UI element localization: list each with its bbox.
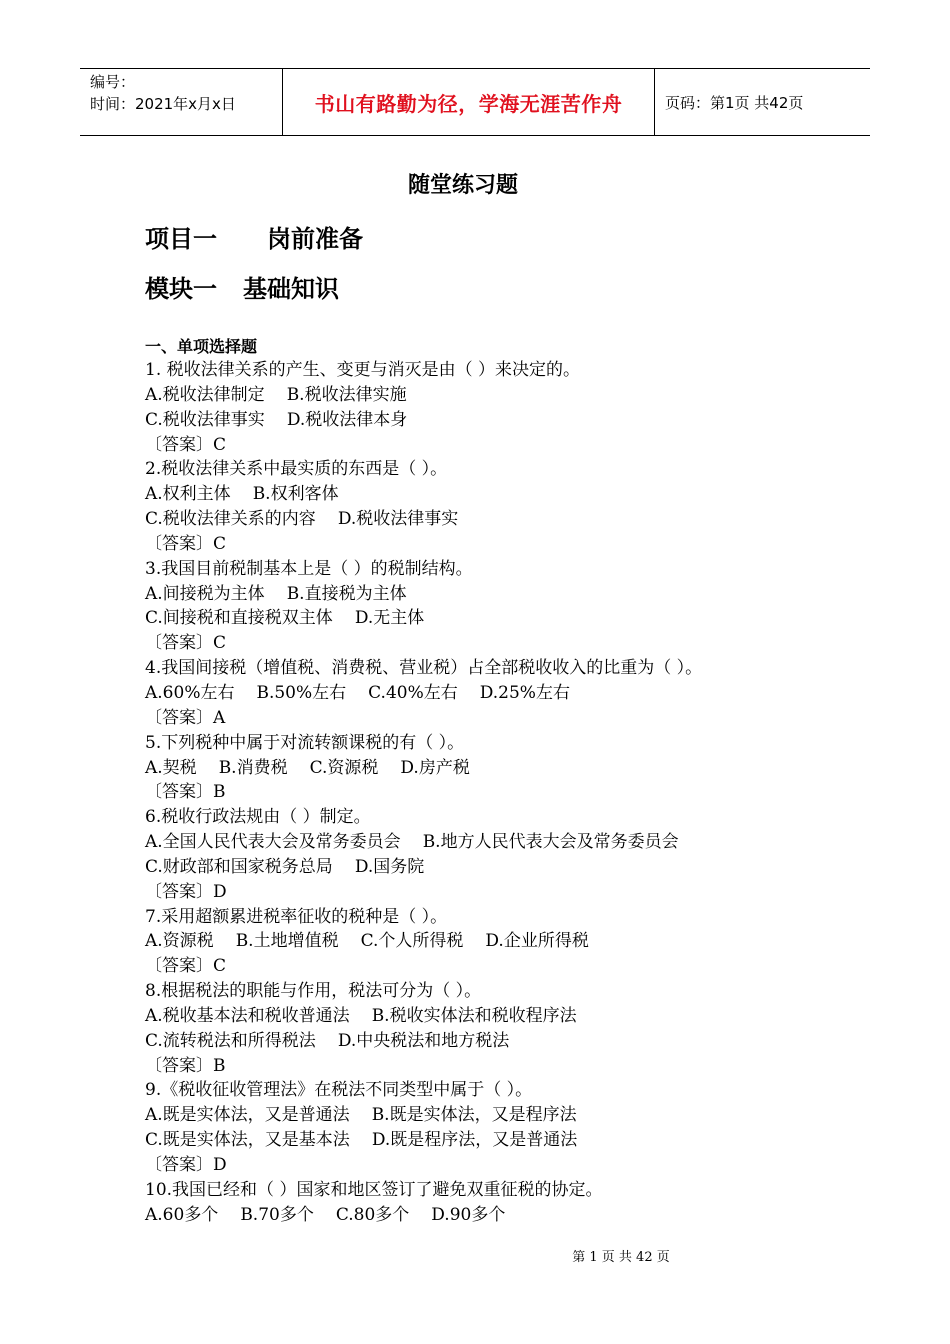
question-text: 2.税收法律关系中最实质的东西是（ ）。 [145, 459, 448, 480]
question-text: 9.《税收征收管理法》在税法不同类型中属于（ ）。 [145, 1080, 533, 1101]
project-heading [145, 219, 363, 254]
option: A.税收基本法和税收普通法 [145, 1005, 350, 1026]
header-meta [80, 69, 282, 135]
option: D.房产税 [400, 757, 470, 778]
option-row [145, 408, 865, 433]
option: A.60%左右 [145, 682, 235, 703]
option: D.中央税法和地方税法 [337, 1030, 510, 1051]
option: A.权利主体 [145, 484, 231, 505]
question-item [145, 1078, 865, 1177]
option: B.税收法律实施 [286, 384, 407, 405]
option-row [145, 756, 865, 781]
option: A.60多个 [145, 1204, 219, 1225]
module-label: 模块一 [145, 275, 217, 303]
question-item [145, 656, 865, 731]
option: C.个人所得税 [360, 931, 464, 952]
option: A.税收法律制定 [145, 384, 265, 405]
option-row [145, 855, 865, 880]
project-name: 岗前准备 [267, 225, 363, 253]
question-list [145, 358, 865, 1228]
option: D.国务院 [354, 856, 425, 877]
option: C.间接税和直接税双主体 [145, 608, 333, 629]
answer: 〔答案〕C [145, 633, 227, 654]
answer: 〔答案〕A [145, 707, 226, 728]
section-heading: 一、单项选择题 [145, 337, 258, 356]
option: A.契税 [145, 757, 197, 778]
option: B.70多个 [240, 1204, 314, 1225]
option: C.既是实体法，又是基本法 [145, 1130, 350, 1151]
option: C.80多个 [335, 1204, 410, 1225]
document-time: 时间：2021年x月x日 [90, 95, 236, 113]
question-text: 1. 税收法律关系的产生、变更与消灭是由（ ）来决定的。 [145, 360, 581, 380]
option-row [145, 1004, 865, 1029]
option: A.既是实体法，又是普通法 [145, 1105, 350, 1126]
question-item [145, 731, 865, 806]
option-row [145, 507, 865, 532]
option: C.财政部和国家税务总局 [145, 856, 333, 877]
option: C.流转税法和所得税法 [145, 1030, 316, 1051]
question-text: 3.我国目前税制基本上是（ ）的税制结构。 [145, 558, 473, 579]
question-text: 4.我国间接税（增值税、消费税、营业税）占全部税收收入的比重为（ ）。 [145, 658, 703, 679]
option: C.税收法律事实 [145, 409, 265, 430]
option: D.税收法律事实 [337, 509, 459, 530]
option: B.地方人民代表大会及常务委员会 [422, 832, 679, 853]
answer: 〔答案〕D [145, 881, 227, 902]
option: C.税收法律关系的内容 [145, 509, 316, 530]
question-item [145, 358, 865, 457]
document-title: 随堂练习题 [407, 173, 518, 198]
header-page-info: 页码：第1页 共42页 [665, 93, 804, 112]
option-row [145, 606, 865, 631]
option-row [145, 929, 865, 954]
option: D.25%左右 [479, 682, 570, 703]
question-text: 8.根据税法的职能与作用，税法可分为（ ）。 [145, 981, 482, 1002]
option: B.权利客体 [252, 484, 339, 505]
option: B.50%左右 [256, 682, 347, 703]
answer: 〔答案〕C [145, 434, 227, 455]
option: C.40%左右 [368, 682, 458, 703]
option: B.直接税为主体 [286, 583, 407, 604]
option-row [145, 1203, 865, 1228]
module-name: 基础知识 [243, 275, 339, 303]
option: B.消费税 [218, 757, 288, 778]
question-item [145, 1178, 865, 1228]
option: D.90多个 [431, 1204, 506, 1225]
option-row [145, 830, 865, 855]
answer: 〔答案〕C [145, 956, 227, 977]
option: D.无主体 [354, 608, 425, 629]
option: B.既是实体法，又是程序法 [371, 1105, 577, 1126]
option: B.土地增值税 [235, 931, 339, 952]
option: D.企业所得税 [485, 931, 589, 952]
option-row [145, 1128, 865, 1153]
option: B.税收实体法和税收程序法 [371, 1005, 577, 1026]
option: A.资源税 [145, 931, 214, 952]
option: D.税收法律本身 [286, 409, 408, 430]
option-row [145, 681, 865, 706]
project-label: 项目一 [145, 225, 217, 253]
question-item [145, 457, 865, 556]
header-motto: 书山有路勤为径，学海无涯苦作舟 [282, 69, 655, 135]
option-row [145, 1029, 865, 1054]
question-text: 5.下列税种中属于对流转额课税的有（ ）。 [145, 732, 465, 753]
option-row [145, 482, 865, 507]
page-header [80, 68, 870, 136]
option-row [145, 582, 865, 607]
answer: 〔答案〕B [145, 782, 226, 803]
option: A.全国人民代表大会及常务委员会 [145, 832, 401, 853]
module-heading [145, 269, 339, 304]
option-row [145, 1103, 865, 1128]
question-text: 6.税收行政法规由（ ）制定。 [145, 807, 371, 828]
question-item [145, 979, 865, 1078]
answer: 〔答案〕B [145, 1055, 226, 1076]
question-text: 10.我国已经和（ ）国家和地区签订了避免双重征税的协定。 [145, 1179, 603, 1200]
answer: 〔答案〕D [145, 1155, 227, 1175]
question-item [145, 557, 865, 656]
page-footer: 第 1 页 共 42 页 [572, 1250, 670, 1265]
option: A.间接税为主体 [145, 583, 265, 604]
option-row [145, 383, 865, 408]
option: D.既是程序法，又是普通法 [371, 1130, 578, 1151]
question-text: 7.采用超额累进税率征收的税种是（ ）。 [145, 906, 448, 927]
document-number: 编号： [90, 73, 136, 91]
question-item [145, 805, 865, 904]
answer: 〔答案〕C [145, 533, 227, 554]
question-item [145, 905, 865, 980]
option: C.资源税 [309, 757, 379, 778]
